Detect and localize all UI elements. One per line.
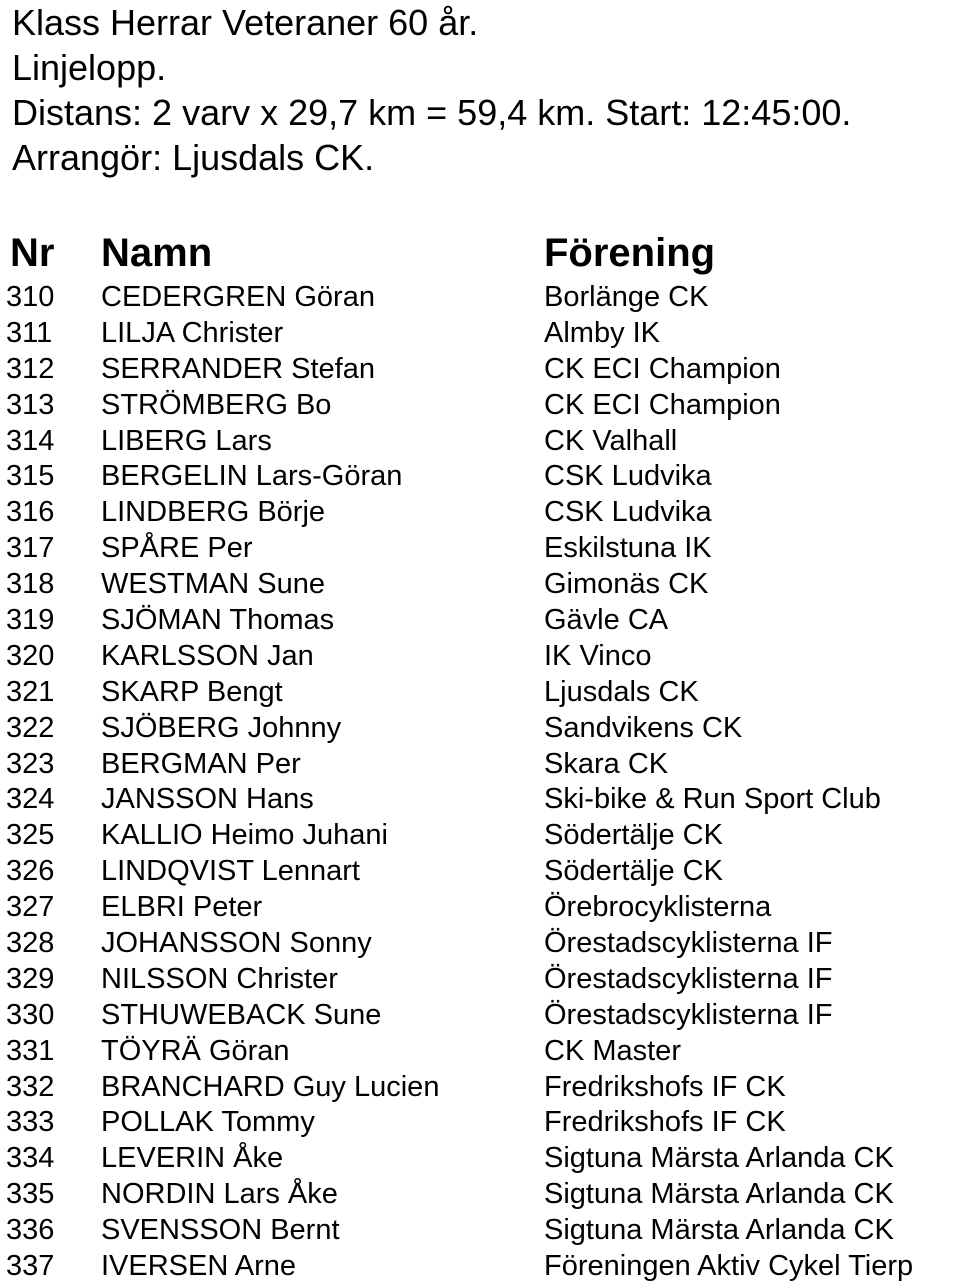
rider-name: SVENSSON Bernt (101, 1214, 340, 1247)
table-row (0, 279, 960, 315)
rider-number: 314 (6, 424, 55, 457)
rider-name: NORDIN Lars Åke (101, 1178, 338, 1211)
table-row (0, 710, 960, 746)
table-row (0, 602, 960, 638)
table-header (0, 230, 960, 276)
rider-number: 316 (6, 496, 55, 529)
column-header-club: Förening (544, 231, 716, 275)
rider-name: JOHANSSON Sonny (101, 927, 372, 960)
rider-number: 319 (6, 604, 55, 637)
rider-club: Almby IK (544, 316, 661, 349)
table-row (0, 817, 960, 853)
rider-number: 333 (6, 1106, 55, 1139)
table-row (0, 781, 960, 817)
rider-name: SKARP Bengt (101, 675, 283, 708)
rider-club: Gimonäs CK (544, 568, 709, 601)
rider-club: Gävle CA (544, 604, 669, 637)
rider-number: 326 (6, 855, 55, 888)
column-header-nr: Nr (10, 231, 55, 275)
rider-number: 313 (6, 388, 55, 421)
rider-club: Örestadscyklisterna IF (544, 998, 833, 1031)
rider-number: 311 (6, 316, 53, 349)
rider-club: Fredrikshofs IF CK (544, 1070, 786, 1103)
rider-club: Skara CK (544, 747, 669, 780)
rider-club: CK Master (544, 1034, 681, 1067)
rider-name: SJÖBERG Johnny (101, 711, 342, 744)
rider-name: LINDQVIST Lennart (101, 855, 360, 888)
table-row (0, 351, 960, 387)
rider-name: BERGELIN Lars-Göran (101, 460, 403, 493)
rider-number: 321 (6, 675, 55, 708)
rider-name: STRÖMBERG Bo (101, 388, 332, 421)
rider-name: SJÖMAN Thomas (101, 604, 335, 637)
rider-number: 318 (6, 568, 55, 601)
column-header-name: Namn (101, 231, 213, 275)
rider-number: 310 (6, 281, 55, 313)
rider-number: 324 (6, 783, 55, 816)
table-row (0, 1212, 960, 1248)
table-row (0, 1104, 960, 1140)
rider-number: 317 (6, 532, 55, 565)
rider-club: Sigtuna Märsta Arlanda CK (544, 1214, 894, 1247)
class-title: Klass Herrar Veteraner 60 år. (12, 2, 479, 43)
rider-name: TÖYRÄ Göran (101, 1034, 290, 1067)
rider-club: Eskilstuna IK (544, 532, 712, 565)
table-row (0, 1140, 960, 1176)
race-organizer: Arrangör: Ljusdals CK. (12, 137, 375, 178)
rider-club: Södertälje CK (544, 819, 723, 852)
rider-name: SERRANDER Stefan (101, 352, 375, 385)
rider-name: SPÅRE Per (101, 532, 253, 565)
table-row (0, 925, 960, 961)
rider-club: Ski-bike & Run Sport Club (544, 783, 881, 816)
rider-name: POLLAK Tommy (101, 1106, 315, 1139)
rider-number: 325 (6, 819, 55, 852)
rider-club: Sigtuna Märsta Arlanda CK (544, 1178, 894, 1211)
rider-name: STHUWEBACK Sune (101, 998, 382, 1031)
rider-number: 312 (6, 352, 55, 385)
rider-number: 329 (6, 962, 55, 995)
rider-club: Örebrocyklisterna (544, 891, 772, 924)
rider-club: CSK Ludvika (544, 460, 712, 493)
rider-club: Södertälje CK (544, 855, 723, 888)
table-row (0, 746, 960, 782)
rider-name: BERGMAN Per (101, 747, 301, 780)
rider-club: Sigtuna Märsta Arlanda CK (544, 1142, 894, 1175)
rider-club: Örestadscyklisterna IF (544, 962, 833, 995)
rider-number: 331 (6, 1034, 55, 1067)
table-row (0, 315, 960, 351)
rider-number: 320 (6, 639, 55, 672)
rider-name: JANSSON Hans (101, 783, 314, 816)
rider-number: 334 (6, 1142, 55, 1175)
table-row (0, 1248, 960, 1284)
rider-club: CSK Ludvika (544, 496, 712, 529)
rider-number: 327 (6, 891, 55, 924)
rider-name: NILSSON Christer (101, 962, 338, 995)
table-row (0, 1033, 960, 1069)
rider-club: IK Vinco (544, 639, 652, 672)
table-row (0, 458, 960, 494)
table-row (0, 494, 960, 530)
table-row (0, 674, 960, 710)
rider-name: LIBERG Lars (101, 424, 272, 457)
rider-number: 322 (6, 711, 55, 744)
table-row (0, 853, 960, 889)
table-row (0, 1176, 960, 1212)
rider-club: Borlänge CK (544, 281, 709, 313)
table-row (0, 423, 960, 459)
rider-number: 337 (6, 1250, 55, 1283)
table-row (0, 638, 960, 674)
rider-name: KARLSSON Jan (101, 639, 314, 672)
rider-number: 315 (6, 460, 55, 493)
table-row (0, 566, 960, 602)
rider-name: IVERSEN Arne (101, 1250, 297, 1283)
rider-name: CEDERGREN Göran (101, 281, 375, 313)
rider-club: CK Valhall (544, 424, 678, 457)
rider-club: Fredrikshofs IF CK (544, 1106, 786, 1139)
rider-club: CK ECI Champion (544, 352, 781, 385)
table-row (0, 961, 960, 997)
table-row (0, 530, 960, 566)
rider-number: 332 (6, 1070, 55, 1103)
rider-club: Örestadscyklisterna IF (544, 927, 833, 960)
rider-number: 328 (6, 927, 55, 960)
table-row (0, 889, 960, 925)
table-row (0, 387, 960, 423)
rider-number: 330 (6, 998, 55, 1031)
rider-name: KALLIO Heimo Juhani (101, 819, 388, 852)
rider-club: CK ECI Champion (544, 388, 781, 421)
race-distance-start: Distans: 2 varv x 29,7 km = 59,4 km. Start: 12:45:00. (12, 92, 852, 133)
rider-number: 335 (6, 1178, 55, 1211)
rider-name: WESTMAN Sune (101, 568, 325, 601)
rider-name: LILJA Christer (101, 316, 284, 349)
rider-number: 323 (6, 747, 55, 780)
table-row (0, 1069, 960, 1105)
race-type: Linjelopp. (12, 47, 167, 88)
table-row (0, 997, 960, 1033)
rider-name: BRANCHARD Guy Lucien (101, 1070, 440, 1103)
rider-name: LEVERIN Åke (101, 1142, 284, 1175)
results-list (0, 279, 960, 1284)
rider-number: 336 (6, 1214, 55, 1247)
rider-club: Sandvikens CK (544, 711, 743, 744)
rider-club: Föreningen Aktiv Cykel Tierp (544, 1250, 914, 1283)
rider-club: Ljusdals CK (544, 675, 699, 708)
rider-name: LINDBERG Börje (101, 496, 326, 529)
rider-name: ELBRI Peter (101, 891, 263, 924)
page-header (12, 0, 952, 180)
